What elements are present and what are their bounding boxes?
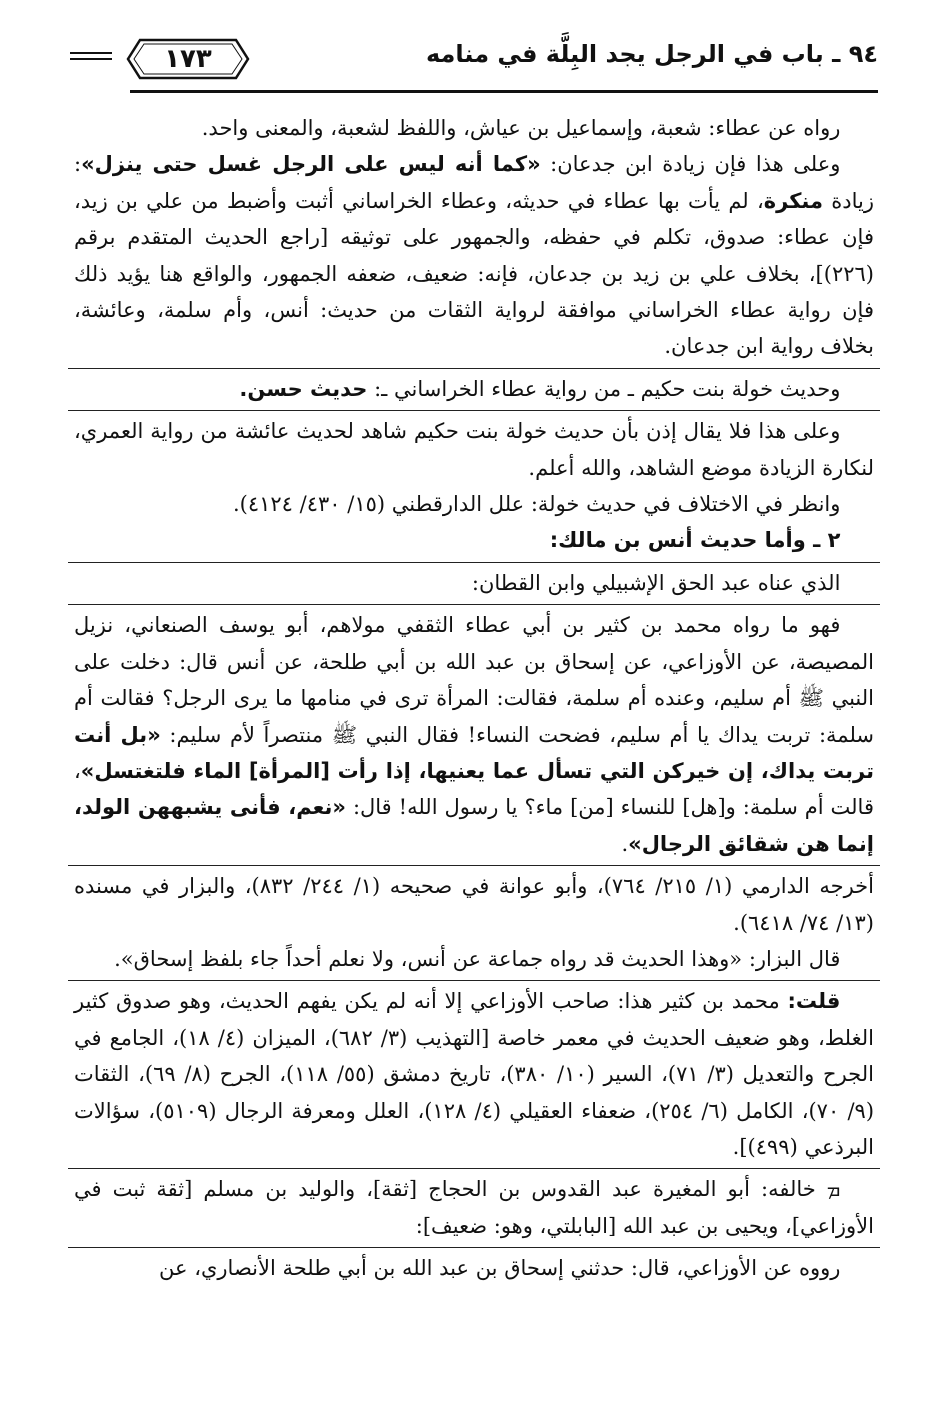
paragraph [74, 607, 874, 862]
paragraph: قال البزار: «وهذا الحديث قد رواه جماعة عن أنس، ولا نعلم أحداً جاء بلفظ إسحاق». [114, 946, 841, 971]
page-header [60, 34, 878, 96]
separator [68, 980, 880, 981]
separator [68, 604, 880, 605]
emphasis-term: منكرة [763, 188, 823, 213]
chapter-title: ٩٤ ـ باب في الرجل يجد البِلَّة في منامه [425, 40, 878, 68]
paragraph: وعلى هذا فلا يقال إذن بأن حديث خولة بنت حكيم شاهد لحديث عائشة من رواية العمري، لنكارة الزيادة موضع الشاهد، والله أعلم. [74, 419, 874, 480]
section-heading: ٢ ـ وأما حديث أنس بن مالك: [549, 528, 841, 553]
separator [68, 562, 880, 563]
page-body [74, 110, 874, 1287]
paragraph: رووه عن الأوزاعي، قال: حدثني إسحاق بن عبد الله بن أبي طلحة الأنصاري، عن [159, 1256, 841, 1281]
hadith-quote: «بل أنت تربت يداك، إن خيركن التي تسأل عما يعنيها، إذا رأت [المرأة] الماء فلتغتسل» [74, 722, 874, 783]
paragraph [74, 371, 874, 407]
text-run: ، قالت أم سلمة: و[هل] للنساء [من] ماء؟ يا رسول الله! قال: [74, 758, 874, 820]
text-run: ، لم يأت بها عطاء في حديثه، وعطاء الخراساني أثبت وأضبط من علي بن زيد، فإن عطاء: صدوق، تكلم في حفظه، والجمهور على توثيقه [راجع الحديث المتقدم برقم (٢٢٦)]، بخلاف علي بن زيد بن جدعان، فإنه: ضعيف، ضعفه الجمهور، والواقع هنا يؤيد ذلك فإن رواية عطاء الخراساني موافقة لرواية الثقات من حديث: أنس، وأم سلمة، وعائشة، بخلاف رواية ابن جدعان. [74, 188, 874, 359]
header-rule [130, 90, 878, 93]
separator [68, 1247, 880, 1248]
text-run: محمد بن كثير هذا: صاحب الأوزاعي إلا أنه لم يكن يفهم الحديث، وهو صدوق كثير الغلط، وهو ضعيف الحديث في معمر خاصة [التهذيب (٣/ ٦٨٢)، الميزان (٤/ ١٨)، الجامع في الجرح والتعديل (٣/ ٧١)، السير (١٠/ ٣٨٠)، تاريخ دمشق (٥٥/ ١١٨)، الجرح (٨/ ٦٩)، الثقات (٩/ ٧٠)، الكامل (٦/ ٢٥٤)، ضعفاء العقيلي (٤/ ١٢٨)، العلل ومعرفة الرجال (٥١٠٩)، سؤالات البرذعي (٤٩٩)]. [74, 989, 875, 1159]
page-number-badge [122, 34, 254, 84]
text-run: وعلى هذا فإن زيادة ابن جدعان: [550, 152, 841, 177]
hadith-quote: «نعم، فأنى يشبههن الولد، إنما هن شقائق الرجال» [74, 795, 874, 856]
paragraph: أخرجه الدارمي (١/ ٢١٥/ ٧٦٤)، وأبو عوانة في صحيحه (١/ ٢٤٤/ ٨٣٢)، والبزار في مسنده (١٣/ ٧٤/ ٦٤١٨). [74, 874, 875, 935]
paragraph [74, 146, 874, 364]
separator [68, 1168, 880, 1169]
text-run: : زيادة [74, 152, 874, 213]
separator [68, 368, 880, 369]
paragraph: الذي عناه عبد الحق الإشبيلي وابن القطان: [471, 570, 841, 595]
hadith-quote: «كما أنه ليس على الرجل غسل حتى ينزل» [81, 152, 541, 177]
text-run: . [621, 831, 629, 856]
text-run: فهو ما رواه محمد بن كثير بن أبي عطاء الثقفي مولاهم، أبو يوسف الصنعاني، نزيل المصيصة، عن الأوزاعي، عن إسحاق بن عبد الله بن أبي طلحة، عن أنس قال: دخلت على النبي ﷺ أم سليم، وعنده أم سلمة، فقالت: المرأة ترى في منامها ما يرى الرجل؟ فقالت أم سلمة: تربت يداك يا أم سليم، فضحت النساء! فقال النبي ﷺ منتصراً لأم سليم: [74, 613, 874, 747]
paragraph: رواه عن عطاء: شعبة، وإسماعيل بن عياش، واللفظ لشعبة، والمعنى واحد. [201, 116, 841, 140]
paragraph [74, 983, 874, 1165]
separator [68, 865, 880, 866]
paragraph: وانظر في الاختلاف في حديث خولة: علل الدارقطني (١٥/ ٤٣٠/ ٤١٢٤). [232, 492, 841, 517]
text-run: وحديث خولة بنت حكيم ـ من رواية عطاء الخراساني ـ: [374, 376, 841, 401]
grading: حديث حسن. [239, 376, 368, 401]
header-rule-ornament [70, 52, 112, 66]
paragraph: ܡ خالفه: أبو المغيرة عبد القدوس بن الحجاج [ثقة]، والوليد بن مسلم [ثقة ثبت في الأوزاعي]، ويحيى بن عبد الله [البابلتي، وهو: ضعيف]: [74, 1177, 874, 1238]
comment-label: قلت: [787, 989, 841, 1014]
separator [68, 410, 880, 411]
page-number: ١٧٣ [164, 44, 212, 74]
